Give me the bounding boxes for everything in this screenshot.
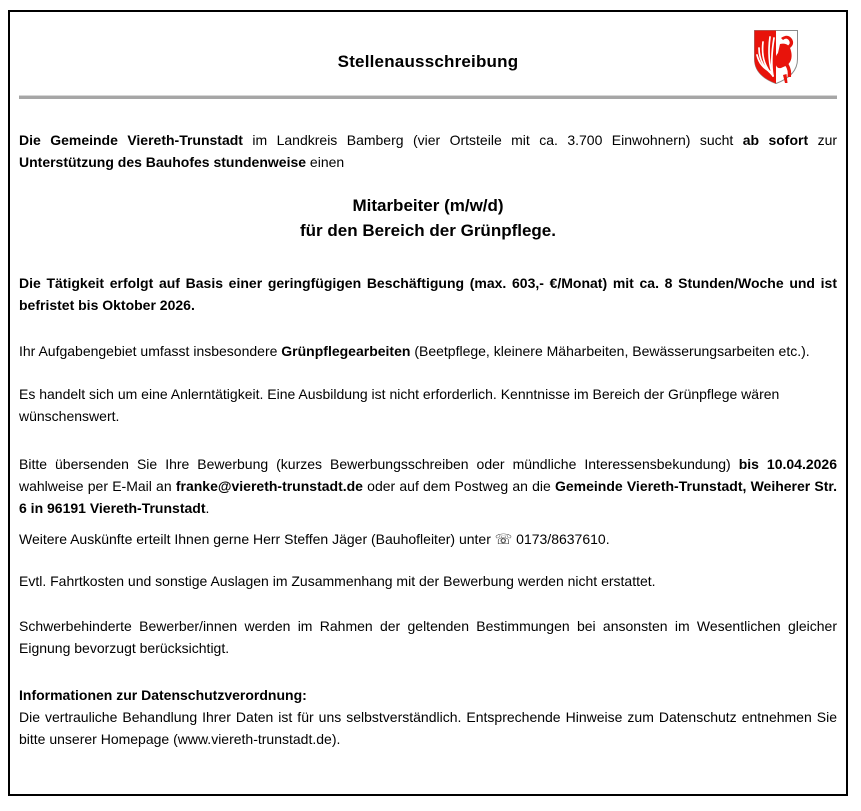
document-header <box>19 12 837 96</box>
bold-text: für den Bereich der Grünpflege. <box>300 221 556 240</box>
bold-text: Informationen zur Datenschutzverordnung: <box>19 687 307 703</box>
text: einen <box>306 154 345 170</box>
qualification-paragraph <box>19 383 837 427</box>
bold-text: Gemeinde Viereth-Trunstadt, Weiherer Str. 6 in 96191 Viereth-Trunstadt <box>19 478 837 516</box>
bold-text: Mitarbeiter (m/w/d) <box>352 196 504 215</box>
text: oder auf dem Postweg an die <box>362 478 555 494</box>
text: Ihr Aufgabengebiet umfasst insbesondere <box>19 343 282 359</box>
text: Es handelt sich um eine Anlerntätigkeit. Eine Ausbildung ist nicht erforderlich. Kenntnisse im Bereich der Grünpflege wären wünschenswert. <box>19 386 780 424</box>
privacy-paragraph <box>19 684 837 750</box>
phone-icon: ☏ <box>494 531 513 547</box>
text: wahlweise per E-Mail an <box>19 478 176 494</box>
contact-paragraph <box>19 528 837 550</box>
bold-text: Die Tätigkeit erfolgt auf Basis einer geringfügigen Beschäftigung (max. 603,- €/Monat) mit ca. 8 Stunden/Woche und ist befristet bis Oktober 2026. <box>19 275 837 313</box>
header-divider <box>19 96 837 99</box>
bold-text: bis 10.04.2026 <box>738 456 837 472</box>
document-page <box>8 10 848 796</box>
coat-of-arms <box>753 29 799 85</box>
text: (Beetpflege, kleinere Mäharbeiten, Bewässerungsarbeiten etc.). <box>410 343 810 359</box>
bold-text: ab sofort <box>742 132 809 148</box>
expenses-paragraph <box>19 570 837 592</box>
text: . <box>205 500 210 516</box>
text: Weitere Auskünfte erteilt Ihnen gerne Herr Steffen Jäger (Bauhofleiter) unter <box>19 531 495 547</box>
text: Bitte übersenden Sie Ihre Bewerbung (kurzes Bewerbungsschreiben oder mündliche Interessensbekundung) <box>19 456 739 472</box>
text: 0173/8637610. <box>512 531 610 547</box>
bold-text: Unterstützung des Bauhofes stundenweise <box>19 154 307 170</box>
document-body <box>19 129 837 750</box>
bold-text: Grünpflegearbeiten <box>281 343 411 359</box>
tasks-paragraph <box>19 340 837 362</box>
coat-of-arms-icon <box>753 29 799 85</box>
bold-text: franke@viereth-trunstadt.de <box>175 478 363 494</box>
text: Schwerbehinderte Bewerber/innen werden im Rahmen der geltenden Bestimmungen bei ansonsten im Wesentlichen gleicher Eignung bevorzugt berücksichtigt. <box>19 618 837 656</box>
equal-opportunity-paragraph <box>19 615 837 659</box>
text: Die vertrauliche Behandlung Ihrer Daten ist für uns selbstverständlich. Entsprechende Hinweise zum Datenschutz entnehmen Sie bitte unserer Homepage (www.viereth-trunstadt.de). <box>19 709 837 747</box>
intro-paragraph <box>19 129 837 173</box>
text: im Landkreis Bamberg (vier Ortsteile mit ca. 3.700 Einwohnern) sucht <box>242 132 743 148</box>
job-title-heading <box>19 193 837 243</box>
bold-text: Die Gemeinde Viereth-Trunstadt <box>19 132 243 148</box>
employment-terms-paragraph <box>19 272 837 316</box>
text: zur <box>808 132 838 148</box>
page-title: Stellenausschreibung <box>337 52 519 71</box>
text: Evtl. Fahrtkosten und sonstige Auslagen im Zusammenhang mit der Bewerbung werden nicht erstattet. <box>19 573 656 589</box>
application-paragraph <box>19 453 837 519</box>
